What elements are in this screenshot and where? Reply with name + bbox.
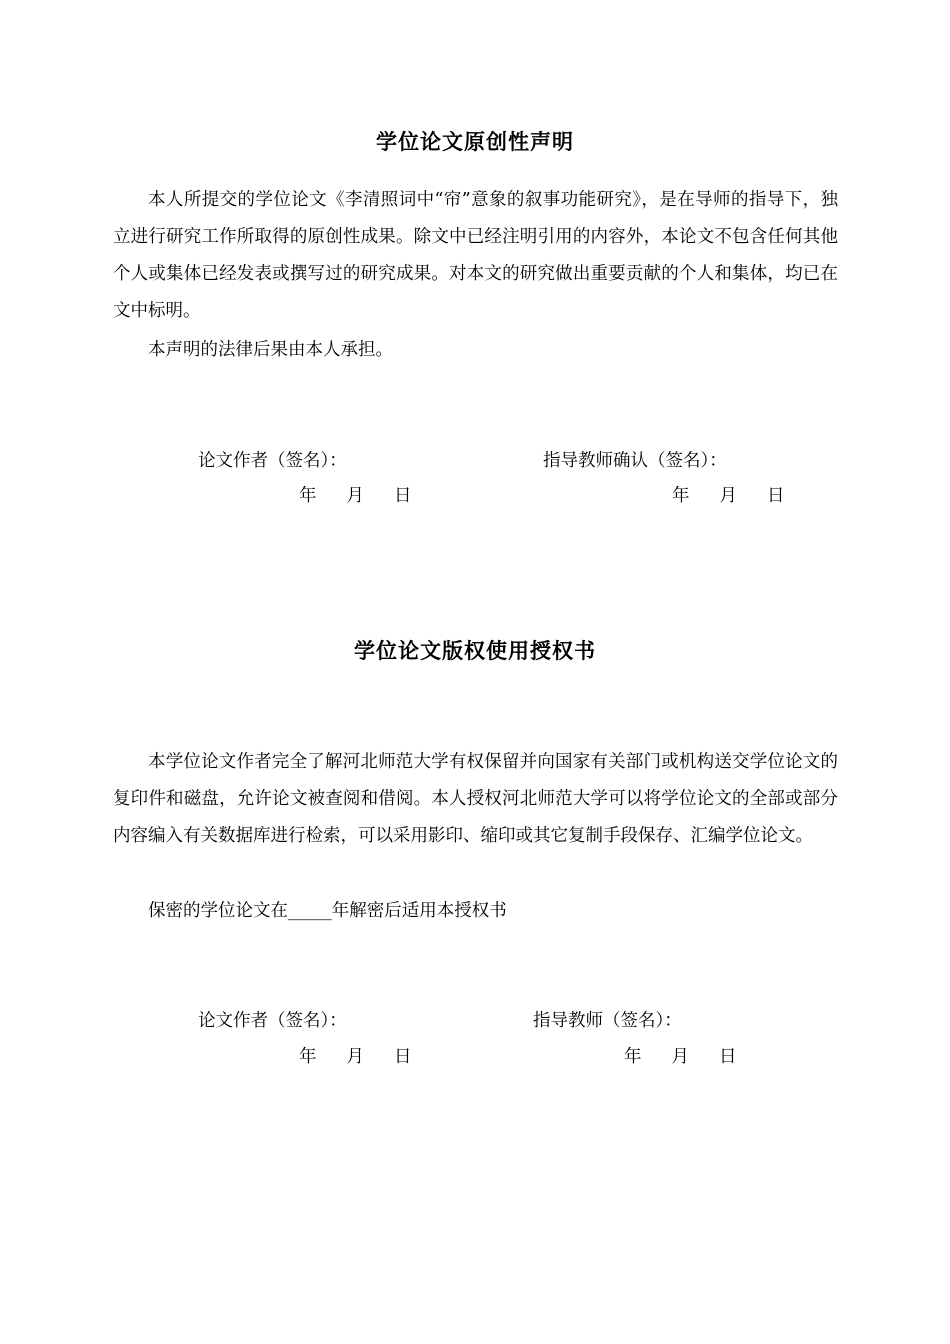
date-day: 日 xyxy=(394,1047,412,1067)
date-month: 月 xyxy=(671,1047,689,1067)
date-day: 日 xyxy=(719,1047,737,1067)
declaration-paragraph-2: 本声明的法律后果由本人承担。 xyxy=(148,340,393,360)
date-day: 日 xyxy=(767,486,785,506)
authorization-paragraph-1: 本学位论文作者完全了解河北师范大学有权保留并向国家有关部门或机构送交学位论文的复印件和磁盘，允许论文被查阅和借阅。本人授权河北师范大学可以将学位论文的全部或部分内容编入有关数据库进行检索，可以采用影印、缩印或其它复制手段保存、汇编学位论文。 xyxy=(113,752,838,846)
declaration-paragraph-1: 本人所提交的学位论文《李清照词中“帘”意象的叙事功能研究》，是在导师的指导下，独立进行研究工作所取得的原创性成果。除文中已经注明引用的内容外，本论文不包含任何其他个人或集体已经发表或撰写过的研究成果。对本文的研究做出重要贡献的个人和集体，均已在文中标明。 xyxy=(113,190,838,321)
authorization-advisor-date xyxy=(624,1043,737,1068)
declaration-author-signature-label: 论文作者（签名）： xyxy=(198,451,347,471)
declaration-advisor-signature-label: 指导教师确认（签名）： xyxy=(543,451,727,471)
authorization-advisor-signature-label: 指导教师（签名）： xyxy=(533,1011,682,1031)
date-day: 日 xyxy=(394,486,412,506)
date-year: 年 xyxy=(299,486,317,506)
date-year: 年 xyxy=(624,1047,642,1067)
declaration-advisor-date xyxy=(672,482,785,507)
declaration-title: 学位论文原创性声明 xyxy=(376,130,574,154)
date-month: 月 xyxy=(719,486,737,506)
authorization-author-signature-label: 论文作者（签名）： xyxy=(198,1011,347,1031)
authorization-author-date xyxy=(299,1043,412,1068)
authorization-title: 学位论文版权使用授权书 xyxy=(354,639,596,663)
declaration-author-date xyxy=(299,482,412,507)
date-month: 月 xyxy=(346,486,364,506)
date-year: 年 xyxy=(672,486,690,506)
date-year: 年 xyxy=(299,1047,317,1067)
date-month: 月 xyxy=(346,1047,364,1067)
authorization-paragraph-2: 保密的学位论文在_____年解密后适用本授权书 xyxy=(148,901,507,921)
